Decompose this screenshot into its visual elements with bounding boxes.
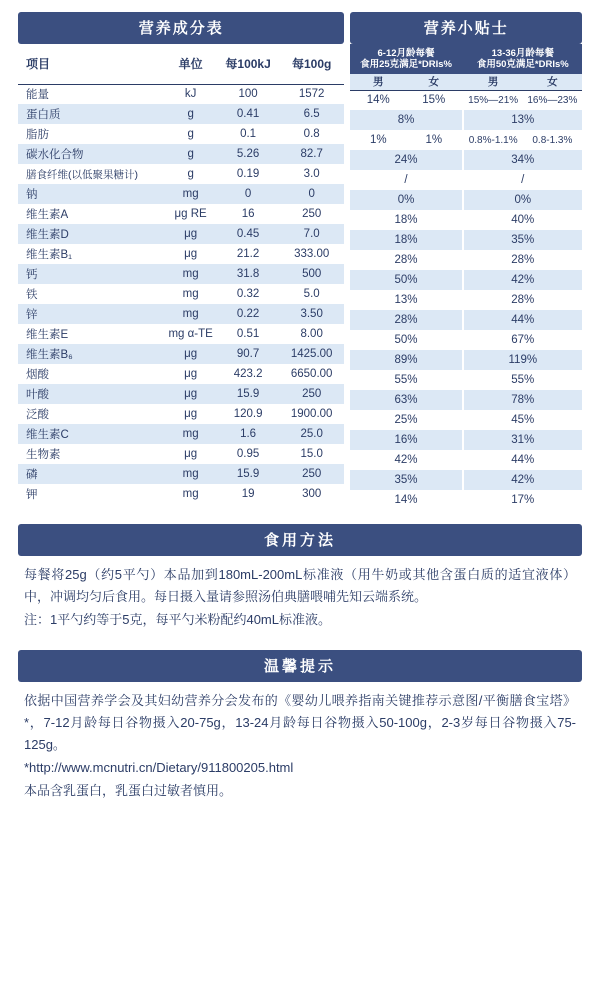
cell-k100: 120.9 [233,408,263,420]
cell-g100: 7.0 [303,228,320,240]
cell-item: 维生素A [26,209,69,221]
table-row [18,344,344,364]
cell-item: 生物素 [26,449,61,461]
cell-unit: mg α-TE [168,328,213,340]
dri-cell: 42% [394,454,418,466]
table-row [18,284,344,304]
cell-k100: 5.26 [236,148,260,160]
column-header-unit: 单位 [164,44,217,84]
dri-cell: 28% [394,254,418,266]
cell-g100: 333.00 [294,248,330,260]
dri-group-header [350,44,582,74]
cell-unit: mg [182,468,199,480]
table-row [350,410,582,430]
dri-cell: 34% [511,154,535,166]
dri-cell: 24% [394,154,418,166]
cell-g100: 25.0 [300,428,323,440]
cell-unit: μg [184,448,198,460]
dri-cell: 42% [511,474,535,486]
dri-cell: 67% [511,334,535,346]
table-row [350,130,582,150]
table-row [350,430,582,450]
reminder-link[interactable]: *http://www.mcnutri.cn/Dietary/911800205.html [24,760,294,775]
dri-cell: 50% [394,274,418,286]
cell-g100: 82.7 [300,148,323,160]
tips-table-title: 营养小贴士 [350,12,582,44]
dri-cell: 31% [511,434,535,446]
cell-unit: mg [182,188,199,200]
cell-unit: μg [184,388,198,400]
cell-g100: 300 [302,488,322,500]
table-row [350,210,582,230]
cell-g100: 250 [302,468,322,480]
cell-g100: 6650.00 [290,368,333,380]
table-row [350,150,582,170]
cell-unit: μg [184,348,198,360]
nutrition-facts-table [18,44,344,504]
table-row [350,170,582,190]
dri-cell: 15% [422,94,446,107]
cell-item: 铁 [26,289,38,301]
usage-paragraph-2: 注：1平勺约等于5克，每平勺米粉配约40mL标准液。 [24,612,331,627]
cell-item: 维生素B₆ [26,349,73,361]
usage-title: 食用方法 [18,524,582,556]
cell-k100: 0.51 [236,328,260,340]
cell-k100: 0.1 [240,128,257,140]
cell-g100: 0 [308,188,315,200]
table-row [350,310,582,330]
dri-cell: 35% [394,474,418,486]
table-row [18,404,344,424]
cell-k100: 0.45 [236,228,260,240]
dri-cell: / [521,174,525,186]
table-row [18,184,344,204]
dri-cell: 14% [366,94,390,107]
table-row [18,204,344,224]
table-row [350,450,582,470]
dri-cell: 89% [394,354,418,366]
cell-k100: 15.9 [236,468,260,480]
dri-cell: 18% [394,234,418,246]
cell-unit: kJ [184,88,197,101]
nutrition-table-title: 营养成分表 [18,12,344,44]
table-row [18,124,344,144]
table-row [350,470,582,490]
dri-cell: 0% [397,194,415,206]
nutrition-column-header [18,44,344,84]
cell-item: 维生素E [26,329,69,341]
dri-cell: 15%—21% [468,94,519,106]
cell-k100: 1.6 [240,428,257,440]
cell-k100: 423.2 [233,368,263,380]
cell-item: 蛋白质 [26,109,61,121]
table-row [350,390,582,410]
dri-cell: 55% [511,374,535,386]
cell-g100: 15.0 [300,448,323,460]
dri-cell: 78% [511,394,535,406]
dri-cell: 16% [394,434,418,446]
table-row [18,384,344,404]
table-row [350,90,582,110]
cell-unit: μg [184,248,198,260]
cell-g100: 1425.00 [290,348,333,360]
dri-cell: 1% [425,134,443,146]
table-row [350,370,582,390]
dri-cell: / [404,174,408,186]
cell-item: 维生素D [26,229,69,241]
cell-k100: 0.22 [236,308,260,320]
cell-item: 叶酸 [26,389,49,401]
dri-cell: 0% [514,194,532,206]
table-row [350,290,582,310]
dri-cell: 44% [511,314,535,326]
table-row [18,424,344,444]
reminder-paragraph-3: 本品含乳蛋白，乳蛋白过敏者慎用。 [24,783,233,798]
table-row [18,324,344,344]
cell-g100: 8.00 [300,328,323,340]
reminder-body [18,682,582,807]
dri-sex-header [350,74,582,90]
cell-k100: 19 [241,488,255,500]
dri-cell: 16%—23% [527,94,578,106]
cell-g100: 250 [302,388,322,400]
table-row [350,250,582,270]
dri-cell: 63% [394,394,418,406]
cell-k100: 0 [244,188,252,200]
table-row [18,164,344,184]
dri-cell: 13% [511,114,535,126]
cell-g100: 1900.00 [290,408,333,420]
table-row [18,84,344,104]
tips-table [350,12,582,510]
cell-item: 碳水化合物 [26,149,84,161]
dri-table [350,44,582,510]
reminder-section [18,650,582,807]
dri-cell: 40% [511,214,535,226]
usage-body [18,556,582,636]
column-header-g100: 每100g [279,44,345,84]
dri-cell: 44% [511,454,535,466]
cell-k100: 100 [238,88,258,101]
cell-item: 钾 [26,489,38,501]
cell-unit: μg [184,368,198,380]
cell-item: 烟酸 [26,369,49,381]
dri-cell: 28% [394,314,418,326]
cell-unit: mg [182,308,199,320]
cell-unit: μg [184,228,198,240]
cell-unit: mg [182,428,199,440]
reminder-paragraph-1: 依据中国营养学会及其妇幼营养分会发布的《婴幼儿喂养指南关键推荐示意图/平衡膳食宝塔》*，7-12月龄每日谷物摄入20-75g，13-24月龄每日谷物摄入50-100g，2-3岁每日谷物摄入75-125g。 [24,693,576,752]
cell-k100: 21.2 [236,248,260,260]
table-row [18,444,344,464]
table-row [18,364,344,384]
table-row [350,230,582,250]
dri-cell: 28% [511,254,535,266]
cell-g100: 3.50 [300,308,323,320]
table-row [350,330,582,350]
cell-unit: μg [184,408,198,420]
dri-group-2: 13-36月龄每餐 食用50克满足*DRIs% [464,44,582,74]
cell-k100: 15.9 [236,388,260,400]
table-row [18,144,344,164]
table-row [350,490,582,510]
table-row [18,104,344,124]
cell-unit: g [187,128,194,140]
dri-cell: 17% [511,494,535,506]
cell-g100: 5.0 [303,288,320,300]
dri-cell: 25% [394,414,418,426]
table-row [18,304,344,324]
cell-k100: 0.41 [236,108,260,120]
cell-item: 钠 [26,189,38,201]
cell-unit: g [187,168,194,180]
dri-cell: 0.8%-1.1% [468,134,518,146]
cell-g100: 6.5 [303,108,320,120]
cell-unit: mg [182,288,199,300]
table-row [350,270,582,290]
dri-cell: 35% [511,234,535,246]
cell-item: 泛酸 [26,409,49,421]
cell-item: 锌 [26,309,38,321]
table-row [18,464,344,484]
cell-item: 维生素C [26,429,69,441]
cell-g100: 0.8 [303,128,320,140]
cell-unit: μg RE [174,208,207,220]
cell-k100: 0.19 [236,168,260,180]
table-row [350,110,582,130]
cell-g100: 500 [302,268,322,280]
dri-cell: 42% [511,274,535,286]
dri-cell: 18% [394,214,418,226]
cell-g100: 3.0 [303,168,320,180]
cell-g100: 250 [302,208,322,220]
cell-unit: mg [182,488,199,500]
cell-unit: mg [182,268,199,280]
dri-cell: 28% [511,294,535,306]
dri-cell: 55% [394,374,418,386]
dri-cell: 45% [511,414,535,426]
sex-header-1: 女 [406,74,462,90]
dri-group-1: 6-12月龄每餐 食用25克满足*DRIs% [350,44,461,74]
table-row [18,264,344,284]
table-row [18,244,344,264]
cell-k100: 0.32 [236,288,260,300]
cell-k100: 90.7 [236,348,260,360]
dri-cell: 14% [394,494,418,506]
cell-item: 能量 [26,89,49,102]
cell-item: 磷 [26,469,38,481]
dri-cell: 119% [508,354,538,366]
table-row [350,350,582,370]
table-row [18,224,344,244]
cell-unit: g [187,108,194,120]
cell-item: 钙 [26,269,38,281]
reminder-title: 温馨提示 [18,650,582,682]
column-header-k100: 每100kJ [217,44,279,84]
dri-cell: 0.8-1.3% [532,134,573,146]
cell-k100: 31.8 [236,268,260,280]
table-row [350,190,582,210]
table-row [18,484,344,504]
dri-cell: 1% [369,134,387,146]
cell-g100: 1572 [298,88,325,101]
column-header-item: 项目 [18,44,164,84]
cell-item: 脂肪 [26,129,49,141]
cell-item: 膳食纤维(以低聚果糖计) [26,168,138,181]
top-tables [18,12,582,510]
sex-header-2: 男 [464,74,523,90]
usage-section [18,524,582,636]
nutrition-table [18,12,344,504]
cell-unit: g [187,148,194,160]
dri-cell: 50% [394,334,418,346]
cell-k100: 0.95 [236,448,260,460]
sex-header-3: 女 [523,74,582,90]
cell-k100: 16 [241,208,255,220]
usage-paragraph-1: 每餐将25g（约5平勺）本品加到180mL-200mL标准液（用牛奶或其他含蛋白质的适宜液体）中，冲调均匀后食用。每日摄入量请参照汤伯典膳喂哺先知云端系统。 [24,567,576,604]
dri-cell: 13% [394,294,418,306]
cell-item: 维生素B₁ [26,249,73,261]
sex-header-0: 男 [350,74,406,90]
dri-cell: 8% [397,114,415,126]
